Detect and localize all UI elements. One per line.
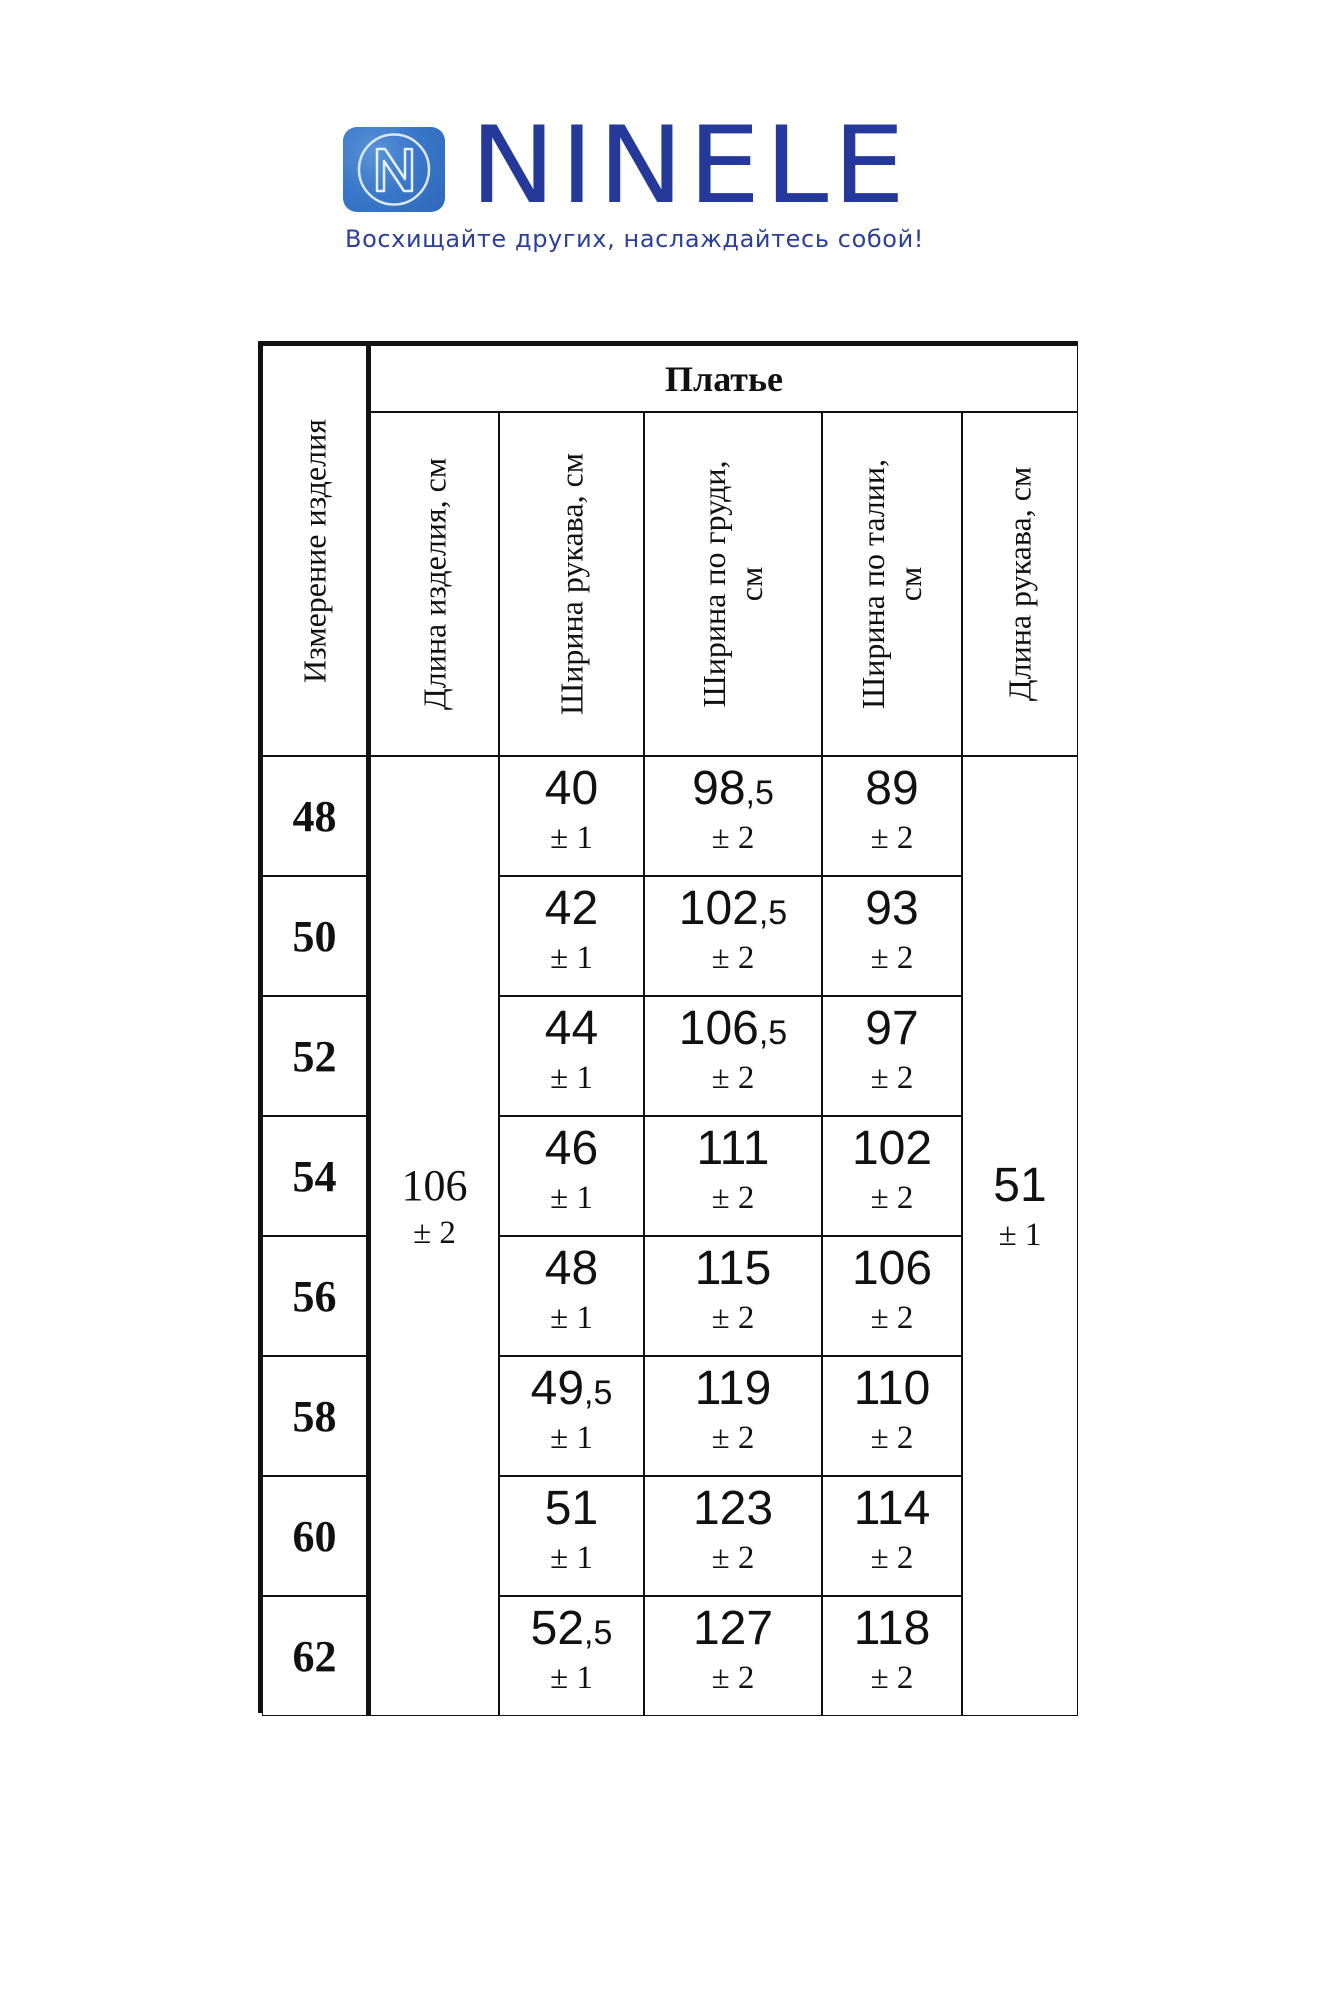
tolerance: ± 2 xyxy=(413,1214,456,1251)
row-header-label: Измерение изделия xyxy=(296,418,333,683)
waist-cell xyxy=(822,1236,962,1356)
sleeve-width-value: 48 xyxy=(544,1242,599,1295)
chest-value: 115 xyxy=(694,1242,772,1295)
size-chart-table xyxy=(258,341,1078,1713)
waist-value: 93 xyxy=(865,882,919,935)
sleeve-width-value: 49,5 xyxy=(530,1362,613,1415)
tolerance: ± 1 xyxy=(998,1216,1042,1253)
waist-value: 97 xyxy=(865,1002,919,1055)
chest-cell xyxy=(644,1596,822,1716)
waist-cell xyxy=(822,1116,962,1236)
sleeve-width-cell xyxy=(499,1476,644,1596)
size-label: 54 xyxy=(292,1151,337,1201)
size-cell xyxy=(262,876,370,996)
chest-value: 127 xyxy=(692,1602,774,1655)
tolerance: ± 2 xyxy=(870,1059,914,1096)
chest-cell xyxy=(644,876,822,996)
tolerance: ± 1 xyxy=(550,939,593,976)
sleeve-width-cell xyxy=(499,1596,644,1716)
tolerance: ± 1 xyxy=(550,1299,593,1336)
row-header-cell xyxy=(262,345,370,756)
tolerance: ± 2 xyxy=(711,1179,755,1216)
size-cell xyxy=(262,996,370,1116)
tolerance: ± 2 xyxy=(870,1179,914,1216)
size-cell xyxy=(262,756,370,876)
tolerance: ± 2 xyxy=(711,1059,755,1096)
column-header-cell xyxy=(822,412,962,756)
column-header-label: Длина рукава, см xyxy=(1001,466,1038,702)
sleeve-width-cell xyxy=(499,876,644,996)
column-header-cell xyxy=(644,412,822,756)
tolerance: ± 2 xyxy=(870,1659,914,1696)
chest-value: 111 xyxy=(696,1122,770,1175)
sleeve-width-value: 42 xyxy=(544,882,599,935)
chest-cell xyxy=(644,1356,822,1476)
waist-cell xyxy=(822,876,962,996)
tolerance: ± 2 xyxy=(870,1539,914,1576)
column-header-cell xyxy=(962,412,1078,756)
size-cell xyxy=(262,1236,370,1356)
tolerance: ± 1 xyxy=(550,819,593,856)
waist-value: 114 xyxy=(853,1482,931,1535)
sleeve-length-cell xyxy=(962,756,1078,1716)
column-header-label: Длина изделия, см xyxy=(416,457,453,711)
tolerance: ± 2 xyxy=(870,819,914,856)
tolerance: ± 1 xyxy=(550,1179,593,1216)
table-title-cell xyxy=(370,345,1078,412)
waist-value: 89 xyxy=(865,762,919,815)
tolerance: ± 2 xyxy=(711,939,755,976)
decimal-part: ,5 xyxy=(584,1614,613,1652)
size-cell xyxy=(262,1356,370,1476)
sleeve-width-value: 46 xyxy=(544,1122,599,1175)
chest-cell xyxy=(644,1476,822,1596)
sleeve-width-cell xyxy=(499,1356,644,1476)
sleeve-width-cell xyxy=(499,756,644,876)
column-header-label: Ширина по талии, см xyxy=(855,458,928,710)
product-length-value: 106 xyxy=(401,1161,468,1211)
size-label: 50 xyxy=(292,911,337,961)
size-label: 52 xyxy=(292,1031,337,1081)
size-label: 62 xyxy=(292,1631,337,1681)
chest-value: 119 xyxy=(694,1362,772,1415)
sleeve-width-cell xyxy=(499,1116,644,1236)
size-cell xyxy=(262,1476,370,1596)
chest-cell xyxy=(644,756,822,876)
sleeve-width-value: 44 xyxy=(544,1002,599,1055)
tolerance: ± 2 xyxy=(870,1299,914,1336)
chest-value: 123 xyxy=(692,1482,774,1535)
decimal-part: ,5 xyxy=(758,894,788,932)
tolerance: ± 2 xyxy=(870,939,914,976)
size-cell xyxy=(262,1596,370,1716)
brand-logo xyxy=(343,104,993,267)
waist-value: 102 xyxy=(851,1122,933,1175)
tolerance: ± 2 xyxy=(711,1659,755,1696)
table-title: Платье xyxy=(665,358,783,399)
sleeve-width-value: 51 xyxy=(544,1482,599,1535)
waist-value: 106 xyxy=(851,1242,933,1295)
tolerance: ± 1 xyxy=(550,1059,593,1096)
column-header-cell xyxy=(499,412,644,756)
product-length-cell xyxy=(370,756,499,1716)
n-circle-logo-icon xyxy=(343,127,445,212)
chest-value: 98,5 xyxy=(692,762,774,815)
tolerance: ± 1 xyxy=(550,1539,593,1576)
size-cell xyxy=(262,1116,370,1236)
chest-cell xyxy=(644,996,822,1116)
tolerance: ± 2 xyxy=(870,1419,914,1456)
size-label: 60 xyxy=(292,1511,337,1561)
chest-value: 106,5 xyxy=(678,1002,788,1055)
size-label: 58 xyxy=(292,1391,337,1441)
waist-cell xyxy=(822,1596,962,1716)
brand-tagline: Восхищайте других, наслаждайтесь собой! xyxy=(345,225,924,253)
tolerance: ± 1 xyxy=(550,1419,593,1456)
waist-cell xyxy=(822,1476,962,1596)
decimal-part: ,5 xyxy=(745,774,774,812)
tolerance: ± 2 xyxy=(711,1539,755,1576)
tolerance: ± 2 xyxy=(711,1419,755,1456)
column-header-label: Ширина по груди, см xyxy=(696,460,769,708)
column-header-label: Ширина рукава, см xyxy=(553,452,590,716)
decimal-part: ,5 xyxy=(584,1374,613,1412)
waist-value: 110 xyxy=(853,1362,931,1415)
chest-value: 102,5 xyxy=(678,882,788,935)
decimal-part: ,5 xyxy=(758,1014,788,1052)
waist-value: 118 xyxy=(853,1602,931,1655)
tolerance: ± 2 xyxy=(711,819,755,856)
size-label: 48 xyxy=(292,791,337,841)
brand-name: NINELE xyxy=(470,104,910,227)
sleeve-width-cell xyxy=(499,996,644,1116)
tolerance: ± 1 xyxy=(550,1659,593,1696)
tolerance: ± 2 xyxy=(711,1299,755,1336)
sleeve-width-value: 52,5 xyxy=(530,1602,613,1655)
waist-cell xyxy=(822,756,962,876)
waist-cell xyxy=(822,996,962,1116)
size-label: 56 xyxy=(292,1271,337,1321)
sleeve-width-value: 40 xyxy=(544,762,599,815)
sleeve-width-cell xyxy=(499,1236,644,1356)
waist-cell xyxy=(822,1356,962,1476)
chest-cell xyxy=(644,1116,822,1236)
sleeve-length-value: 51 xyxy=(993,1159,1047,1213)
column-header-cell xyxy=(370,412,499,756)
chest-cell xyxy=(644,1236,822,1356)
